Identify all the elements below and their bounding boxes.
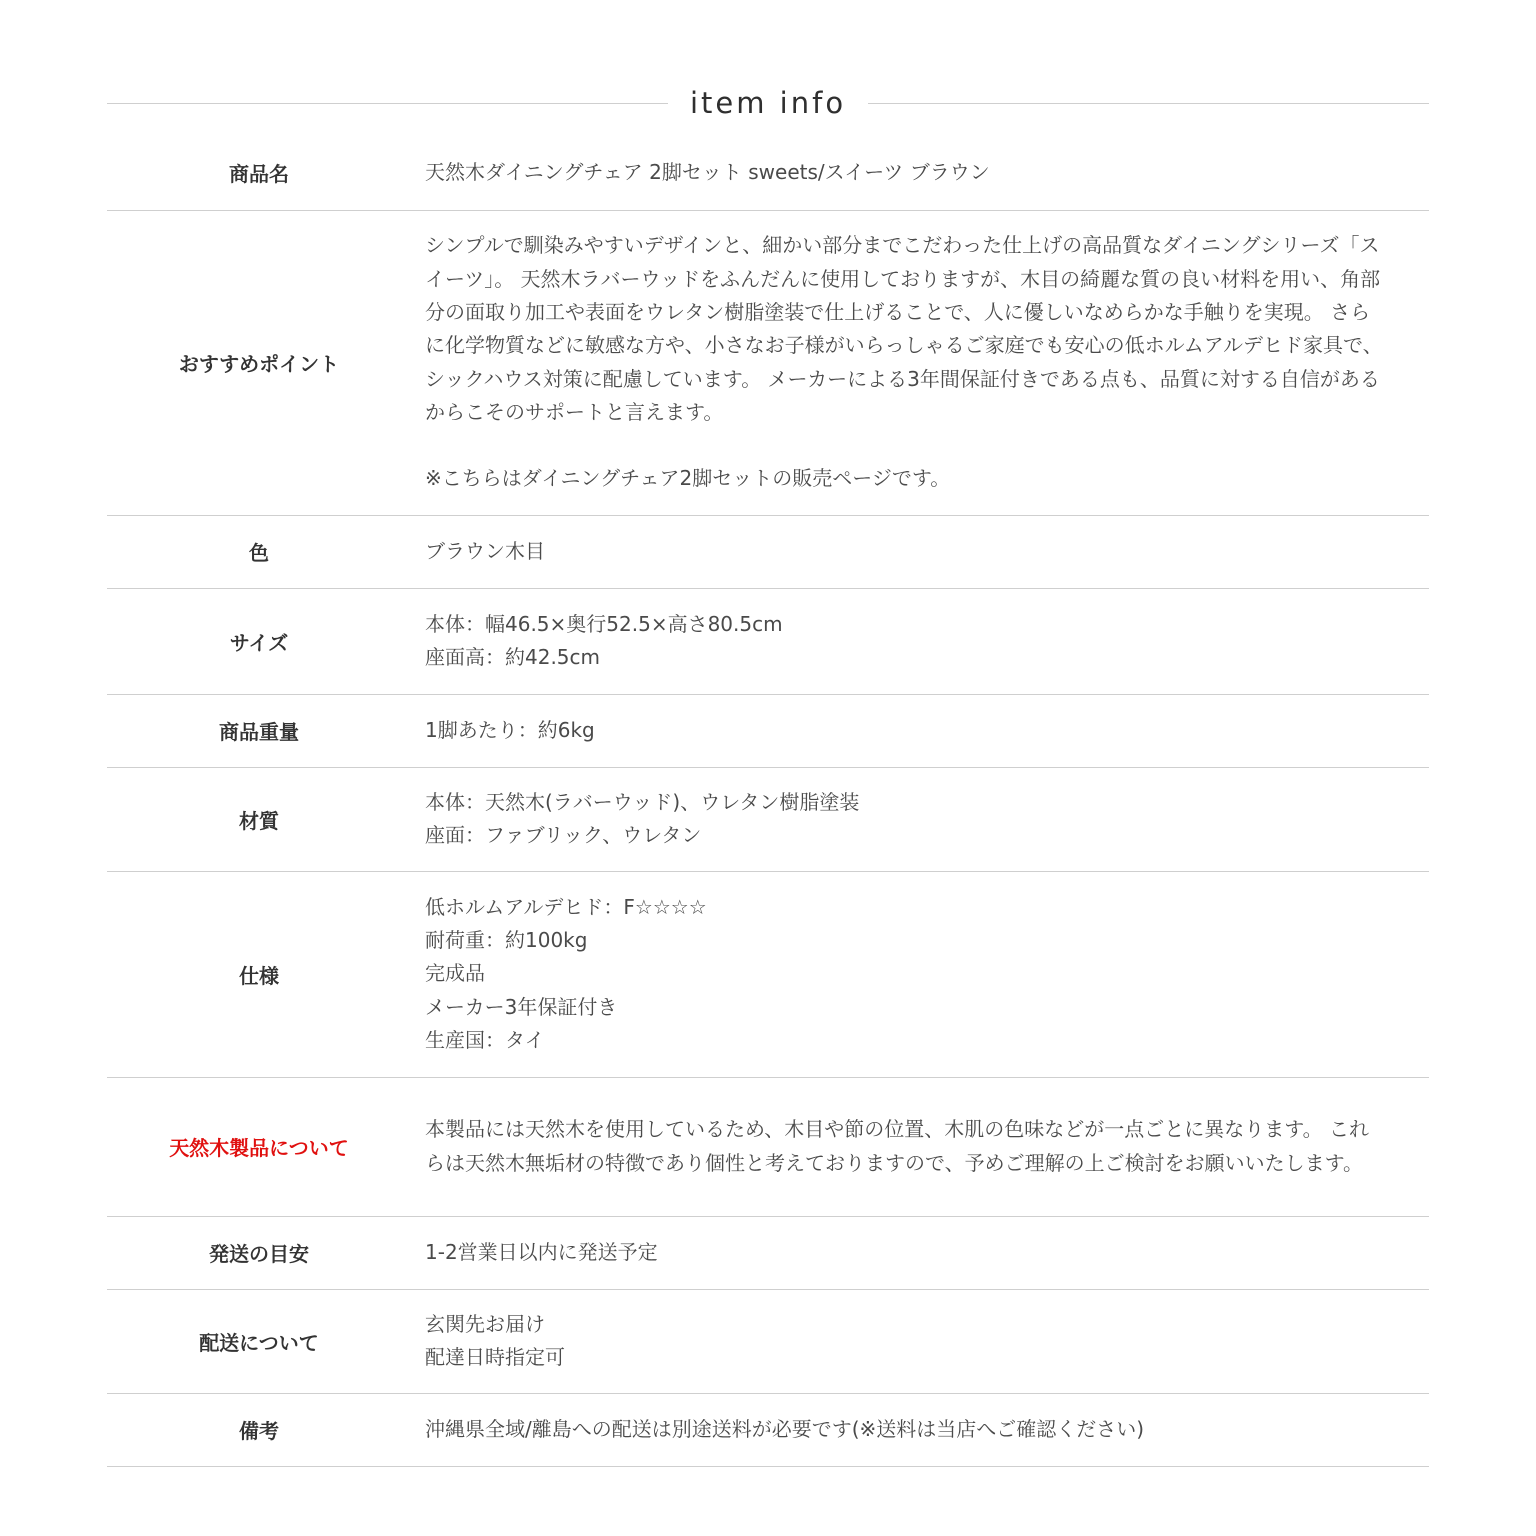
product-name-label: 商品名 bbox=[107, 136, 411, 210]
product-name-text: 天然木ダイニングチェア 2脚セット sweets/スイーツ ブラウン bbox=[425, 160, 990, 185]
recommend-points-value bbox=[411, 210, 1429, 515]
size-seat-height: 座面高：約42.5cm bbox=[425, 645, 601, 669]
section-heading bbox=[107, 82, 1429, 124]
product-name-value bbox=[411, 136, 1429, 210]
recommend-points-label: おすすめポイント bbox=[107, 210, 411, 515]
material-seat: 座面：ファブリック、ウレタン bbox=[425, 823, 702, 847]
color-label: 色 bbox=[107, 515, 411, 588]
size-label: サイズ bbox=[107, 588, 411, 694]
spec-assembled: 完成品 bbox=[425, 961, 485, 986]
remarks-value bbox=[411, 1393, 1429, 1466]
remarks-text: 沖縄県全域/離島への配送は別途送料が必要です(※送料は当店へご確認ください) bbox=[425, 1416, 1145, 1441]
size-body-dimensions: 本体：幅46.5×奥行52.5×高さ80.5cm bbox=[425, 611, 783, 636]
row-natural-wood bbox=[107, 1077, 1429, 1216]
weight-value bbox=[411, 694, 1429, 767]
spec-formaldehyde: 低ホルムアルデヒド：F☆☆☆☆ bbox=[425, 894, 707, 919]
row-specification bbox=[107, 871, 1429, 1077]
weight-text: 1脚あたり：約6kg bbox=[425, 717, 595, 742]
size-value bbox=[411, 588, 1429, 694]
paragraph-gap bbox=[425, 429, 1385, 462]
heading-rule-left bbox=[107, 103, 668, 104]
delivery-doorstep: 玄関先お届け bbox=[425, 1311, 545, 1336]
remarks-label: 備考 bbox=[107, 1393, 411, 1466]
shipping-estimate-text: 1-2営業日以内に発送予定 bbox=[425, 1239, 658, 1264]
spec-table bbox=[107, 136, 1429, 1467]
weight-label: 商品重量 bbox=[107, 694, 411, 767]
section-title: item info bbox=[689, 86, 847, 120]
spec-load-capacity: 耐荷重：約100kg bbox=[425, 928, 588, 953]
specification-label: 仕様 bbox=[107, 871, 411, 1077]
delivery-label: 配送について bbox=[107, 1289, 411, 1393]
row-weight bbox=[107, 694, 1429, 767]
natural-wood-value bbox=[411, 1077, 1429, 1216]
row-color bbox=[107, 515, 1429, 588]
shipping-estimate-label: 発送の目安 bbox=[107, 1216, 411, 1289]
recommend-points-note: ※こちらはダイニングチェア2脚セットの販売ページです。 bbox=[425, 466, 951, 491]
row-product-name bbox=[107, 136, 1429, 210]
row-delivery bbox=[107, 1289, 1429, 1393]
delivery-value bbox=[411, 1289, 1429, 1393]
row-recommend-points bbox=[107, 210, 1429, 515]
recommend-points-paragraph: シンプルで馴染みやすいデザインと、細かい部分までこだわった仕上げの高品質なダイニングシリーズ「スイーツ」。 天然木ラバーウッドをふんだんに使用しておりますが、木目の綺麗な質の良い材料を用い、角部分の面取り加工や表面をウレタン樹脂塗装で仕上げることで、人に優しいなめらかな手触りを実現。 さらに化学物質などに敏感な方や、小さなお子様がいらっしゃるご家庭でも安心の低ホルムアルデヒド家具で、シックハウス対策に配慮しています。 メーカーによる3年間保証付きである点も、品質に対する自信があるからこそのサポートと言えます。 bbox=[425, 233, 1383, 424]
shipping-estimate-value bbox=[411, 1216, 1429, 1289]
color-text: ブラウン木目 bbox=[425, 538, 545, 563]
material-value bbox=[411, 767, 1429, 871]
material-body: 本体：天然木(ラバーウッド)、ウレタン樹脂塗装 bbox=[425, 789, 860, 814]
row-material bbox=[107, 767, 1429, 871]
heading-rule-right bbox=[868, 103, 1429, 104]
delivery-time-slot: 配達日時指定可 bbox=[425, 1345, 565, 1369]
spec-country: 生産国：タイ bbox=[425, 1027, 545, 1052]
material-label: 材質 bbox=[107, 767, 411, 871]
specification-value bbox=[411, 871, 1429, 1077]
color-value bbox=[411, 515, 1429, 588]
spec-warranty: メーカー3年保証付き bbox=[425, 994, 618, 1019]
row-remarks bbox=[107, 1393, 1429, 1466]
row-shipping-estimate bbox=[107, 1216, 1429, 1289]
natural-wood-paragraph: 本製品には天然木を使用しているため、木目や節の位置、木肌の色味などが一点ごとに異なります。 これらは天然木無垢材の特徴であり個性と考えておりますので、予めご理解の上ご検討をお願いいたします。 bbox=[425, 1117, 1369, 1175]
row-size bbox=[107, 588, 1429, 694]
natural-wood-label: 天然木製品について bbox=[107, 1077, 411, 1216]
